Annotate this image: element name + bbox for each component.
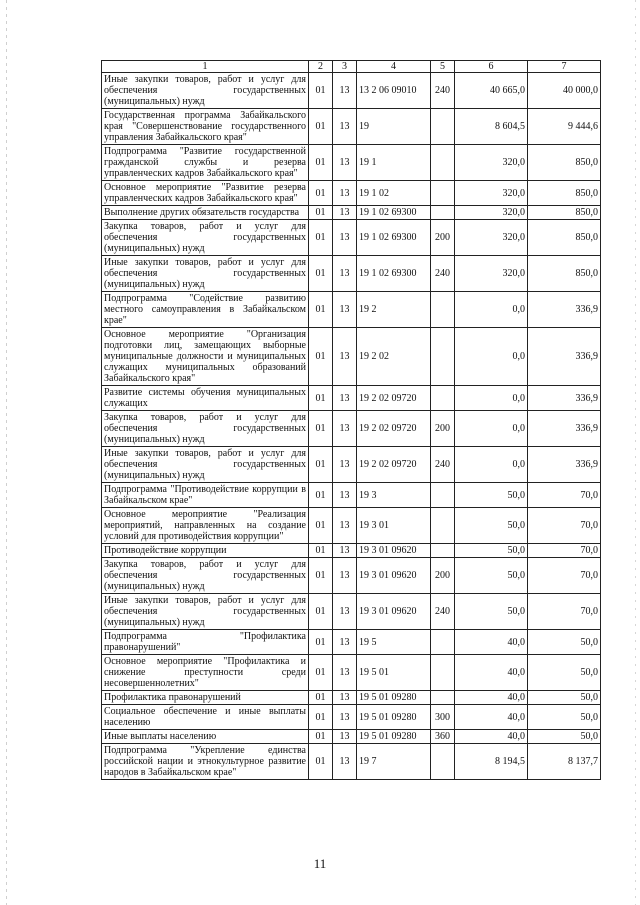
row-name: Противодействие коррупции [102,544,309,558]
row-target-article: 19 5 01 09280 [357,705,431,730]
row-expense-type: 240 [431,594,455,630]
row-amount-year-2: 70,0 [528,558,601,594]
row-expense-type [431,292,455,328]
row-subsection: 13 [333,447,357,483]
table-row [102,508,601,544]
row-subsection: 13 [333,744,357,780]
row-expense-type: 360 [431,730,455,744]
row-amount-year-2: 850,0 [528,256,601,292]
row-amount-year-1: 8 604,5 [455,109,528,145]
row-subsection: 13 [333,145,357,181]
row-amount-year-2: 850,0 [528,220,601,256]
row-amount-year-1: 320,0 [455,220,528,256]
row-subsection: 13 [333,730,357,744]
row-section: 01 [309,447,333,483]
row-amount-year-1: 0,0 [455,328,528,386]
table-row [102,744,601,780]
row-section: 01 [309,256,333,292]
header-col-4: 4 [357,61,431,73]
row-amount-year-2: 336,9 [528,386,601,411]
header-col-6: 6 [455,61,528,73]
row-subsection: 13 [333,328,357,386]
row-amount-year-1: 40,0 [455,691,528,705]
table-row [102,220,601,256]
row-expense-type [431,508,455,544]
row-expense-type [431,744,455,780]
row-amount-year-2: 70,0 [528,508,601,544]
row-amount-year-1: 0,0 [455,447,528,483]
table-row [102,206,601,220]
row-amount-year-2: 70,0 [528,544,601,558]
row-target-article: 19 5 01 [357,655,431,691]
row-amount-year-2: 70,0 [528,483,601,508]
row-target-article: 19 5 [357,630,431,655]
row-target-article: 19 7 [357,744,431,780]
row-amount-year-2: 70,0 [528,594,601,630]
row-target-article: 19 1 02 69300 [357,206,431,220]
row-section: 01 [309,594,333,630]
row-name: Социальное обеспечение и иные выплаты населению [102,705,309,730]
row-target-article: 19 2 02 09720 [357,411,431,447]
row-section: 01 [309,544,333,558]
row-section: 01 [309,411,333,447]
row-subsection: 13 [333,292,357,328]
row-amount-year-2: 336,9 [528,328,601,386]
row-name: Иные закупки товаров, работ и услуг для обеспечения государственных (муниципальных) нужд [102,73,309,109]
row-amount-year-1: 50,0 [455,483,528,508]
table-row [102,630,601,655]
table-row [102,691,601,705]
row-section: 01 [309,730,333,744]
row-name: Иные выплаты населению [102,730,309,744]
row-name: Закупка товаров, работ и услуг для обеспечения государственных (муниципальных) нужд [102,411,309,447]
row-expense-type [431,691,455,705]
row-amount-year-1: 40,0 [455,630,528,655]
row-name: Подпрограмма "Противодействие коррупции в Забайкальском крае" [102,483,309,508]
row-name: Основное мероприятие "Профилактика и снижение преступности среди несовершеннолетних" [102,655,309,691]
row-expense-type: 200 [431,558,455,594]
row-target-article: 19 1 [357,145,431,181]
row-amount-year-1: 40,0 [455,705,528,730]
row-amount-year-2: 336,9 [528,447,601,483]
table-row [102,73,601,109]
row-amount-year-1: 50,0 [455,594,528,630]
row-subsection: 13 [333,386,357,411]
row-expense-type [431,655,455,691]
row-name: Иные закупки товаров, работ и услуг для обеспечения государственных (муниципальных) нужд [102,447,309,483]
row-amount-year-1: 50,0 [455,544,528,558]
row-name: Государственная программа Забайкальского края "Совершенствование государственного управления Забайкальского края" [102,109,309,145]
page-number: 11 [313,856,327,871]
row-subsection: 13 [333,691,357,705]
row-name: Закупка товаров, работ и услуг для обеспечения государственных (муниципальных) нужд [102,558,309,594]
table-row [102,386,601,411]
row-expense-type [431,630,455,655]
row-subsection: 13 [333,411,357,447]
row-name: Подпрограмма "Развитие государственной гражданской службы и резерва управленческих кадров Забайкальского края" [102,145,309,181]
row-name: Основное мероприятие "Реализация мероприятий, направленных на создание условий для противодействия коррупции" [102,508,309,544]
row-name: Иные закупки товаров, работ и услуг для обеспечения государственных (муниципальных) нужд [102,256,309,292]
row-name: Основное мероприятие "Организация подготовки лиц, замещающих выборные муниципальные должности и муниципальных служащих муниципальных образований Забайкальского края" [102,328,309,386]
table-row [102,594,601,630]
row-amount-year-2: 50,0 [528,655,601,691]
row-amount-year-2: 50,0 [528,730,601,744]
row-expense-type [431,483,455,508]
row-amount-year-1: 320,0 [455,256,528,292]
header-col-5: 5 [431,61,455,73]
header-col-7: 7 [528,61,601,73]
row-amount-year-2: 50,0 [528,691,601,705]
row-amount-year-1: 320,0 [455,206,528,220]
table-row [102,655,601,691]
header-col-3: 3 [333,61,357,73]
table-row [102,705,601,730]
row-target-article: 19 2 02 [357,328,431,386]
row-amount-year-1: 50,0 [455,508,528,544]
row-target-article: 19 2 02 09720 [357,386,431,411]
row-expense-type: 240 [431,256,455,292]
row-amount-year-1: 40 665,0 [455,73,528,109]
row-amount-year-1: 40,0 [455,655,528,691]
row-expense-type: 200 [431,411,455,447]
row-section: 01 [309,705,333,730]
row-name: Основное мероприятие "Развитие резерва управленческих кадров Забайкальского края" [102,181,309,206]
row-target-article: 19 3 01 [357,508,431,544]
table-row [102,181,601,206]
row-name: Развитие системы обучения муниципальных служащих [102,386,309,411]
row-expense-type: 240 [431,447,455,483]
row-section: 01 [309,292,333,328]
row-name: Подпрограмма "Укрепление единства российской нации и этнокультурное развитие народов в Забайкальском крае" [102,744,309,780]
row-target-article: 19 1 02 69300 [357,220,431,256]
row-subsection: 13 [333,705,357,730]
scan-edge-right [635,0,636,905]
row-subsection: 13 [333,483,357,508]
row-amount-year-1: 0,0 [455,292,528,328]
table-header-row [102,61,601,73]
table-row [102,558,601,594]
table-row [102,411,601,447]
row-target-article: 19 3 01 09620 [357,544,431,558]
row-amount-year-2: 850,0 [528,206,601,220]
row-subsection: 13 [333,655,357,691]
row-subsection: 13 [333,181,357,206]
row-amount-year-2: 336,9 [528,411,601,447]
row-amount-year-2: 850,0 [528,181,601,206]
row-target-article: 19 5 01 09280 [357,691,431,705]
row-subsection: 13 [333,109,357,145]
row-target-article: 19 2 [357,292,431,328]
row-section: 01 [309,206,333,220]
row-section: 01 [309,328,333,386]
table-row [102,109,601,145]
row-amount-year-1: 0,0 [455,386,528,411]
row-target-article: 19 2 02 09720 [357,447,431,483]
row-amount-year-2: 9 444,6 [528,109,601,145]
row-name: Профилактика правонарушений [102,691,309,705]
row-amount-year-1: 40,0 [455,730,528,744]
row-subsection: 13 [333,256,357,292]
row-expense-type [431,109,455,145]
row-section: 01 [309,655,333,691]
table-row [102,292,601,328]
table-row [102,483,601,508]
row-section: 01 [309,744,333,780]
row-amount-year-1: 320,0 [455,145,528,181]
table-row [102,328,601,386]
row-target-article: 19 3 01 09620 [357,594,431,630]
row-amount-year-2: 40 000,0 [528,73,601,109]
row-subsection: 13 [333,594,357,630]
row-expense-type [431,544,455,558]
row-target-article: 19 1 02 [357,181,431,206]
row-expense-type [431,386,455,411]
row-section: 01 [309,508,333,544]
row-target-article: 19 3 [357,483,431,508]
row-expense-type: 240 [431,73,455,109]
row-target-article: 19 1 02 69300 [357,256,431,292]
row-section: 01 [309,109,333,145]
row-amount-year-2: 8 137,7 [528,744,601,780]
row-amount-year-1: 320,0 [455,181,528,206]
row-target-article: 19 5 01 09280 [357,730,431,744]
row-section: 01 [309,483,333,508]
row-amount-year-2: 50,0 [528,630,601,655]
row-subsection: 13 [333,73,357,109]
row-expense-type [431,328,455,386]
row-amount-year-2: 336,9 [528,292,601,328]
table-row [102,447,601,483]
row-name: Выполнение других обязательств государства [102,206,309,220]
row-name: Иные закупки товаров, работ и услуг для обеспечения государственных (муниципальных) нужд [102,594,309,630]
row-subsection: 13 [333,544,357,558]
table-row [102,256,601,292]
row-subsection: 13 [333,206,357,220]
row-target-article: 13 2 06 09010 [357,73,431,109]
row-section: 01 [309,145,333,181]
row-subsection: 13 [333,508,357,544]
row-target-article: 19 [357,109,431,145]
row-subsection: 13 [333,630,357,655]
row-section: 01 [309,630,333,655]
row-section: 01 [309,220,333,256]
row-section: 01 [309,386,333,411]
row-name: Подпрограмма "Содействие развитию местного самоуправления в Забайкальском крае" [102,292,309,328]
row-amount-year-1: 0,0 [455,411,528,447]
row-subsection: 13 [333,558,357,594]
row-expense-type [431,145,455,181]
row-expense-type: 200 [431,220,455,256]
header-col-2: 2 [309,61,333,73]
header-col-1: 1 [102,61,309,73]
row-amount-year-2: 850,0 [528,145,601,181]
row-amount-year-1: 8 194,5 [455,744,528,780]
row-name: Закупка товаров, работ и услуг для обеспечения государственных (муниципальных) нужд [102,220,309,256]
row-section: 01 [309,558,333,594]
row-target-article: 19 3 01 09620 [357,558,431,594]
table-row [102,730,601,744]
row-expense-type [431,206,455,220]
scan-edge-left [6,0,7,905]
row-section: 01 [309,691,333,705]
row-section: 01 [309,181,333,206]
row-name: Подпрограмма "Профилактика правонарушений" [102,630,309,655]
row-section: 01 [309,73,333,109]
row-expense-type [431,181,455,206]
row-expense-type: 300 [431,705,455,730]
budget-table [101,60,601,780]
row-amount-year-2: 50,0 [528,705,601,730]
row-subsection: 13 [333,220,357,256]
row-amount-year-1: 50,0 [455,558,528,594]
table-row [102,544,601,558]
table-row [102,145,601,181]
